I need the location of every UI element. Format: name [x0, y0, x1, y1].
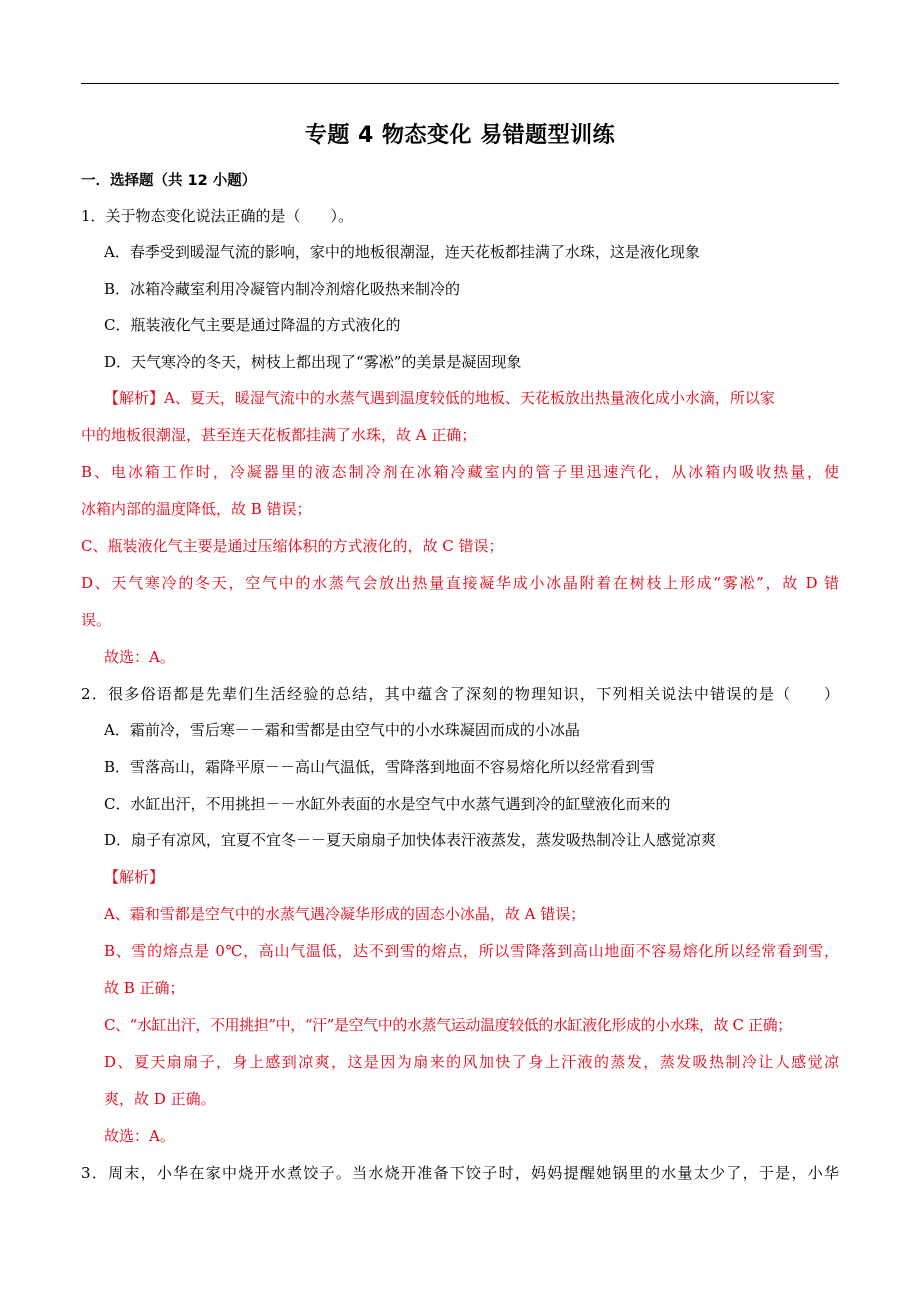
question-2-analysis-b-cont: 故 B 正确； — [104, 979, 185, 997]
question-1-analysis-c: C、瓶装液化气主要是通过压缩体积的方式液化的，故 C 错误； — [81, 537, 504, 555]
question-2-option-a: A．霜前冷，雪后寒－－霜和雪都是由空气中的小水珠凝固而成的小冰晶 — [104, 721, 580, 739]
question-2-stem: 2．很多俗语都是先辈们生活经验的总结，其中蕴含了深刻的物理知识，下列相关说法中错误的是（ ） — [81, 685, 839, 703]
question-2-analysis-label: 【解析】 — [104, 868, 165, 886]
question-1-analysis-a-cont: 中的地板很潮湿，甚至连天花板都挂满了水珠，故 A 正确； — [81, 426, 477, 444]
section-heading: 一．选择题（共 12 小题） — [81, 173, 257, 189]
question-2-analysis-d-cont: 爽，故 D 正确。 — [104, 1090, 216, 1108]
question-1-answer: 故选：A。 — [104, 648, 175, 666]
question-1-option-a: A．春季受到暖湿气流的影响，家中的地板很潮湿，连天花板都挂满了水珠，这是液化现象 — [104, 243, 700, 261]
question-2-analysis-c: C、“水缸出汗，不用挑担”中，“汗”是空气中的水蒸气运动温度较低的水缸液化形成的小水珠，故 C 正确； — [104, 1016, 792, 1034]
question-2-analysis-b: B、雪的熔点是 0℃，高山气温低，达不到雪的熔点，所以雪降落到高山地面不容易熔化所以经常看到雪， — [104, 942, 839, 960]
question-2-option-d: D．扇子有凉风，宜夏不宜冬－－夏天扇扇子加快体表汗液蒸发，蒸发吸热制冷让人感觉凉爽 — [104, 831, 717, 849]
page-title: 专题 4 物态变化 易错题型训练 — [304, 123, 616, 148]
question-1-analysis-b-cont: 冰箱内部的温度降低，故 B 错误； — [81, 500, 312, 518]
question-1-analysis-d: D、天气寒冷的冬天，空气中的水蒸气会放出热量直接凝华成小冰晶附着在树枝上形成“雾凇”，故 D 错 — [81, 574, 839, 592]
question-1-option-c: C．瓶装液化气主要是通过降温的方式液化的 — [104, 316, 401, 334]
question-2-option-b: B．雪落高山，霜降平原－－高山气温低，雪降落到地面不容易熔化所以经常看到雪 — [104, 758, 656, 776]
question-1-stem: 1．关于物态变化说法正确的是（ ）。 — [81, 207, 354, 225]
question-2-option-c: C．水缸出汗，不用挑担－－水缸外表面的水是空气中水蒸气遇到冷的缸壁液化而来的 — [104, 795, 671, 813]
question-2-analysis-a: A、霜和雪都是空气中的水蒸气遇冷凝华形成的固态小冰晶，故 A 错误； — [104, 905, 586, 923]
question-1-option-d: D．天气寒冷的冬天，树枝上都出现了“雾凇”的美景是凝固现象 — [104, 353, 522, 371]
question-1-analysis-d-cont: 误。 — [81, 611, 112, 629]
question-3-stem: 3．周末，小华在家中烧开水煮饺子。当水烧开准备下饺子时，妈妈提醒她锅里的水量太少了，于是，小华 — [81, 1164, 839, 1182]
question-2-answer: 故选：A。 — [104, 1127, 175, 1145]
question-1-analysis-a — [104, 388, 839, 408]
header-rule — [81, 83, 839, 84]
question-1-option-b: B．冰箱冷藏室利用冷凝管内制冷剂熔化吸热来制冷的 — [104, 280, 461, 298]
analysis-text: A、夏天，暖湿气流中的水蒸气遇到温度较低的地板、天花板放出热量液化成小水滴，所以家 — [164, 389, 775, 407]
question-2-analysis-d: D、夏天扇扇子，身上感到凉爽，这是因为扇来的风加快了身上汗液的蒸发，蒸发吸热制冷让人感觉凉 — [104, 1053, 839, 1071]
analysis-label: 【解析】 — [104, 389, 165, 407]
question-1-analysis-b: B、电冰箱工作时，冷凝器里的液态制冷剂在冰箱冷藏室内的管子里迅速汽化，从冰箱内吸收热量，使 — [81, 463, 839, 481]
